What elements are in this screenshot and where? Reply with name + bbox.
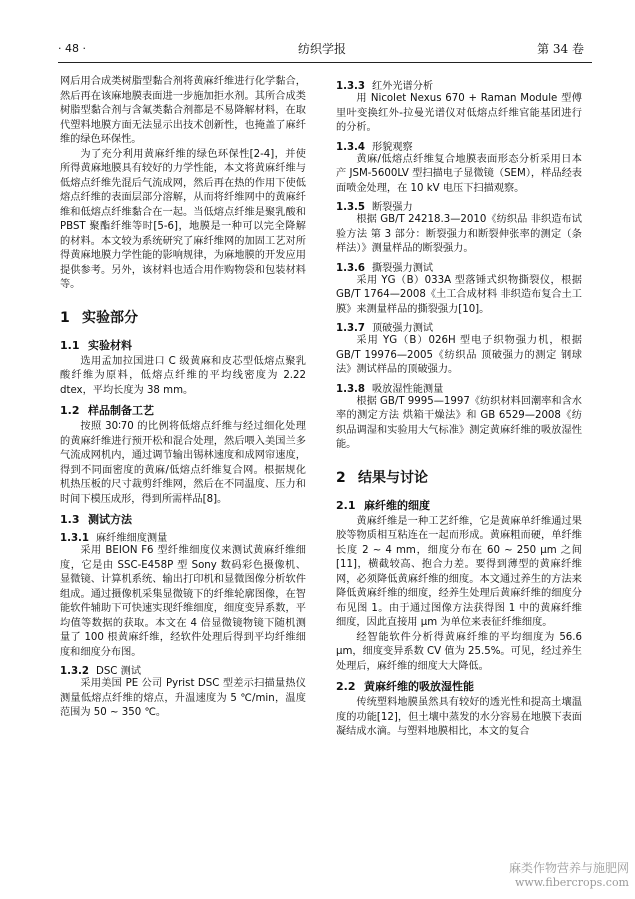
left-column xyxy=(60,75,306,721)
subsubsection-number: 1.3.3 xyxy=(336,81,366,92)
page-number: · 48 · xyxy=(58,42,86,55)
subsubsection-title: 撕裂强力测试 xyxy=(372,262,434,274)
subsection-heading-2-2 xyxy=(336,678,582,694)
section-heading-1 xyxy=(60,307,306,327)
subsection-number: 2.2 xyxy=(336,680,356,693)
intro-paragraph-1: 网后用合成类树脂型黏合剂将黄麻纤维进行化学黏合，然后再在该麻地膜表面进一步施加拒水剂。其所合成类树脂型黏合剂与含氟类黏合剂都是不易降解材料，在取代塑料地膜方面无法显示出技术创新性，也掩盖了麻纤维的绿色环保性。 xyxy=(60,76,306,145)
paragraph-1-3-8: 根据 GB/T 9995—1997《纺织材料回潮率和含水率的测定方法 烘箱干燥法》和 GB 6529—2008《纺织品调湿和实验用大气标准》测定黄麻纤维的吸放湿性能。 xyxy=(336,395,582,450)
subsection-title: 样品制备工艺 xyxy=(88,404,154,417)
right-column xyxy=(336,75,582,740)
header-rule xyxy=(58,62,592,63)
paragraph-1-1: 选用孟加拉国进口 C 级黄麻和皮芯型低熔点聚乳酸纤维为原料，低熔点纤维的平均线密度为 2.22 dtex，平均长度为 38 mm。 xyxy=(60,355,306,396)
section-title: 结果与讨论 xyxy=(358,469,428,486)
running-header xyxy=(52,40,592,60)
intro-paragraph-2: 为了充分利用黄麻纤维的绿色环保性[2-4]，并使所得黄麻地膜具有较好的力学性能，本文将黄麻纤维与低熔点纤维先混后气流成网，然后再在热的作用下使低熔点纤维的表面层部分溶解，从而将纤维网中的黄麻纤维和低熔点纤维黏合在一起。当低熔点纤维是聚乳酸和 PBST 聚酯纤维等时[5-6]，地膜是一种可以完全降解的材料。本文较为系统研究了麻纤维网的加固工艺对所得黄麻地膜力学性能的影响规律，为麻地膜的开发应用提供参考。另外，该材料也适合用作购物袋和包装材料等。 xyxy=(60,148,306,290)
subsubsection-number: 1.3.2 xyxy=(60,666,90,677)
paragraph-1-3-3: 用 Nicolet Nexus 670 + Raman Module 型傅里叶变换红外-拉曼光谱仪对低熔点纤维官能基团进行的分析。 xyxy=(336,93,582,133)
paragraph-2-1-b: 经智能软件分析得黄麻纤维的平均细度为 56.6 μm，细度变异系数 CV 值为 25.5%。可见，经过养生处理后，麻纤维的细度大大降低。 xyxy=(336,631,582,672)
subsection-title: 实验材料 xyxy=(88,338,132,352)
subsubsection-number: 1.3.1 xyxy=(60,533,90,544)
subsubsection-number: 1.3.8 xyxy=(336,383,366,395)
subsubsection-number: 1.3.4 xyxy=(336,141,366,153)
subsection-number: 1.3 xyxy=(60,513,80,526)
subsubsection-heading-1-3-4 xyxy=(336,138,582,153)
subsection-heading-1-1 xyxy=(60,337,306,353)
subsubsection-number: 1.3.6 xyxy=(336,262,366,274)
paragraph-2-2: 传统塑料地膜虽然具有较好的透光性和提高土壤温度的功能[12]，但土壤中蒸发的水分容易在地膜下表面凝结成水滴。与塑料地膜相比，本文的复合 xyxy=(336,697,582,737)
subsubsection-heading-1-3-7 xyxy=(336,319,582,334)
subsubsection-title: 形貌观察 xyxy=(372,141,413,153)
subsubsection-heading-1-3-5 xyxy=(336,198,582,213)
section-title: 实验部分 xyxy=(82,309,138,326)
paragraph-2-1: 黄麻纤维是一种工艺纤维，它是黄麻单纤维通过果胶等物质相互粘连在一起而形成。黄麻粗而硬，单纤维长度 2 ~ 4 mm，细度分布在 60 ~ 250 μm 之间[11]，横截较高、抱合力差。要得到薄型的黄麻纤维网，必须降低黄麻纤维的细度。本文通过养生的方法来降低黄麻纤维的细度，经养生处理后黄麻纤维的细度分布见图 1。由于通过图像方法获得图 1 中的黄麻纤维细度，因此直接用 μm 为单位来表征纤维细度。 xyxy=(336,515,582,628)
subsection-heading-1-3 xyxy=(60,511,306,527)
watermark xyxy=(509,859,629,889)
subsubsection-title: 吸放湿性能测量 xyxy=(372,383,444,395)
section-heading-2 xyxy=(336,467,582,487)
subsection-number: 1.2 xyxy=(60,404,80,417)
paragraph-1-3-6: 采用 YG（B）033A 型落锤式织物撕裂仪，根据 GB/T 1764—2008《土工合成材料 非织造布复合土工膜》来测量样品的撕裂强力[10]。 xyxy=(336,274,582,315)
subsection-title: 测试方法 xyxy=(88,513,132,526)
subsubsection-title: 红外光谱分析 xyxy=(372,81,434,92)
subsubsection-heading-1-3-1 xyxy=(60,529,306,544)
watermark-site-name: 麻类作物营养与施肥网 xyxy=(508,861,629,875)
volume-label: 第 34 卷 xyxy=(537,42,584,56)
paragraph-1-3-2: 采用美国 PE 公司 Pyrist DSC 型差示扫描量热仪测量低熔点纤维的熔点，升温速度为 5 ℃/min，温度范围为 50 ~ 350 ℃。 xyxy=(60,678,306,718)
subsubsection-number: 1.3.7 xyxy=(336,323,366,334)
subsection-number: 2.1 xyxy=(336,498,356,512)
paragraph-1-3-7: 采用 YG（B）026H 型电子织物强力机，根据 GB/T 19976—2005《纺织品 顶破强力的测定 钢球法》测试样品的顶破强力。 xyxy=(336,335,582,375)
subsubsection-title: 顶破强力测试 xyxy=(372,323,434,334)
journal-title: 纺织学报 xyxy=(297,42,346,56)
subsection-number: 1.1 xyxy=(60,338,80,352)
subsubsection-title: 断裂强力 xyxy=(372,202,413,213)
paragraph-1-3-5: 根据 GB/T 24218.3—2010《纺织品 非织造布试验方法 第 3 部分：断裂强力和断裂伸张率的测定（条样法）》测量样品的断裂强力。 xyxy=(336,214,582,254)
subsubsection-title: DSC 测试 xyxy=(96,666,142,677)
watermark-url: www.fibercrops.com xyxy=(514,876,629,889)
paragraph-1-3-4: 黄麻/低熔点纤维复合地膜表面形态分析采用日本产 JSM-5600LV 型扫描电子显微镜（SEM），样品经表面喷金处理，在 10 kV 电压下扫描观察。 xyxy=(336,153,582,194)
subsubsection-heading-1-3-2 xyxy=(60,662,306,677)
paragraph-1-2: 按照 30∶70 的比例将低熔点纤维与经过细化处理的黄麻纤维进行预开松和混合处理，然后喂入美国兰多气流成网机内，通过调节输出锡林速度和成网帘速度，得到不同面密度的黄麻/低熔点纤维复合网。根据规化机热压板的尺寸裁剪纤维网，然后在不同温度、压力和时间下模压成形，得到所需样品[8]。 xyxy=(60,421,306,505)
subsubsection-title: 麻纤维细度测量 xyxy=(96,533,168,544)
subsubsection-number: 1.3.5 xyxy=(336,202,366,213)
subsection-title: 麻纤维的细度 xyxy=(364,498,430,512)
section-number: 2 xyxy=(336,469,346,486)
subsubsection-heading-1-3-6 xyxy=(336,259,582,274)
subsubsection-heading-1-3-3 xyxy=(336,77,582,92)
subsubsection-heading-1-3-8 xyxy=(336,380,582,395)
subsection-title: 黄麻纤维的吸放湿性能 xyxy=(364,680,474,693)
section-number: 1 xyxy=(60,309,70,326)
subsection-heading-1-2 xyxy=(60,402,306,418)
subsection-heading-2-1 xyxy=(336,497,582,513)
paragraph-1-3-1: 采用 BEION F6 型纤维细度仪来测试黄麻纤维细度，它是由 SSC-E458P 型 Sony 数码彩色摄像机、显微镜、计算机系统、输出打印机和显微图像分析软件组成。通过摄像机采集显微镜下的纤维轮廓图像，在智能软件辅助下可快速实现纤维细度，细度变异系数，平均值等数据的获取。本文在 4 倍显微镜物镜下随机测量了 100 根黄麻纤维，经软件处理后得到平均纤维细度和细度分布图。 xyxy=(60,545,306,658)
